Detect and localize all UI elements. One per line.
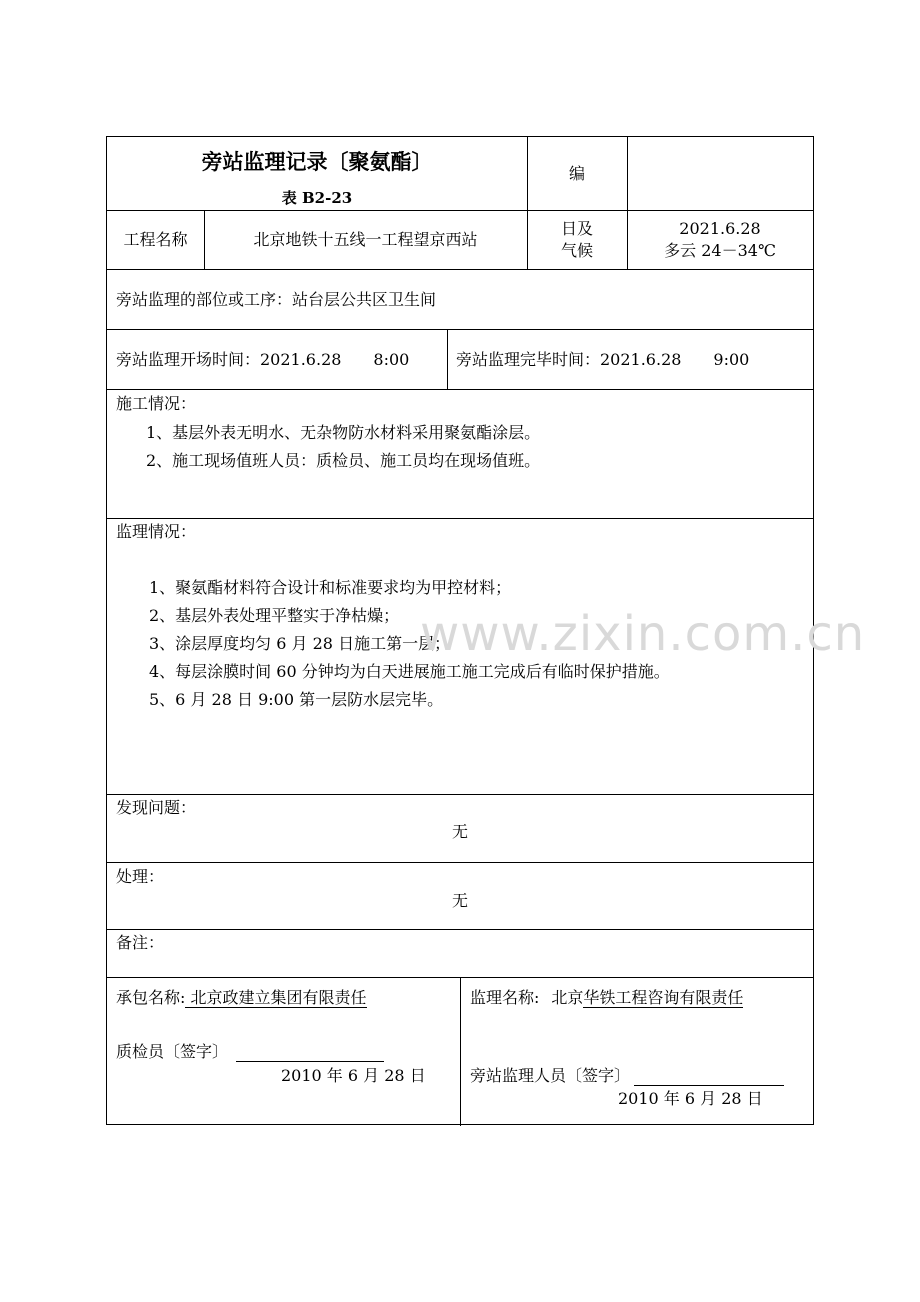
form-title: 旁站监理记录〔聚氨酯〕 [201, 149, 433, 174]
inspector-signature-line [116, 1042, 384, 1062]
supervision-item: 3、涂层厚度均匀 6 月 28 日施工第一层； [149, 634, 451, 653]
weather-value: 多云 24－34℃ [664, 241, 776, 260]
divider [107, 389, 813, 390]
divider [460, 977, 461, 1126]
watermark: www.zixin.com.cn [420, 606, 866, 662]
end-time: 旁站监理完毕时间：2021.6.28 9:00 [456, 350, 750, 369]
weather-label: 气候 [560, 241, 593, 260]
divider [107, 518, 813, 519]
remarks-label: 备注： [116, 933, 165, 952]
supervisor-staff-label: 旁站监理人员〔签字〕 [470, 1066, 631, 1085]
construction-label: 施工情况： [116, 394, 197, 413]
contractor-date: 2010 年 6 月 28 日 [281, 1066, 426, 1085]
supervision-item: 5、6 月 28 日 9:00 第一层防水层完毕。 [149, 690, 444, 709]
handling-value: 无 [451, 891, 468, 910]
handling-label: 处理： [116, 867, 165, 886]
divider [107, 269, 813, 270]
location-text: 旁站监理的部位或工序：站台层公共区卫生间 [116, 290, 437, 309]
date-label: 日及 [560, 219, 593, 238]
divider [107, 794, 813, 795]
project-name-value: 北京地铁十五线一工程望京西站 [253, 230, 478, 249]
date-value: 2021.6.28 [679, 219, 761, 238]
supervision-item: 1、聚氨酯材料符合设计和标准要求均为甲控材料； [149, 578, 512, 597]
start-time: 旁站监理开场时间：2021.6.28 8:00 [116, 350, 410, 369]
divider [447, 329, 448, 389]
construction-item: 2、施工现场值班人员：质检员、施工员均在现场值班。 [146, 451, 541, 470]
supervisor-staff-signature-field [634, 1067, 784, 1086]
contractor-name-line [116, 988, 367, 1008]
divider [107, 329, 813, 330]
supervision-item: 4、每层涂膜时间 60 分钟均为白天进展施工施工完成后有临时保护措施。 [149, 662, 670, 681]
supervisor-label: 监理名称: [470, 988, 540, 1007]
divider [107, 210, 813, 211]
form-number: 表 B2-23 [281, 189, 353, 207]
divider [107, 929, 813, 930]
contractor-label: 承包名称: [116, 988, 186, 1007]
project-name-label: 工程名称 [123, 230, 188, 249]
supervisor-name-underlined: 华铁工程咨询有限责任 [583, 988, 744, 1007]
supervisor-name-line [470, 988, 743, 1008]
inspector-label: 质检员〔签字〕 [116, 1042, 229, 1061]
issues-label: 发现问题： [116, 798, 197, 817]
bian-label: 编 [568, 164, 585, 183]
construction-item: 1、基层外表无明水、无杂物防水材料采用聚氨酯涂层。 [146, 423, 541, 442]
supervision-label: 监理情况： [116, 522, 197, 541]
supervision-item: 2、基层外表处理平整实于净枯燥； [149, 606, 400, 625]
supervisor-name-plain: 北京 [551, 988, 584, 1007]
divider [107, 862, 813, 863]
supervisor-staff-signature-line [470, 1066, 784, 1086]
contractor-name: 北京政建立集团有限责任 [185, 988, 367, 1007]
supervisor-date: 2010 年 6 月 28 日 [618, 1089, 763, 1108]
issues-value: 无 [451, 822, 468, 841]
inspector-signature-field [236, 1043, 384, 1062]
